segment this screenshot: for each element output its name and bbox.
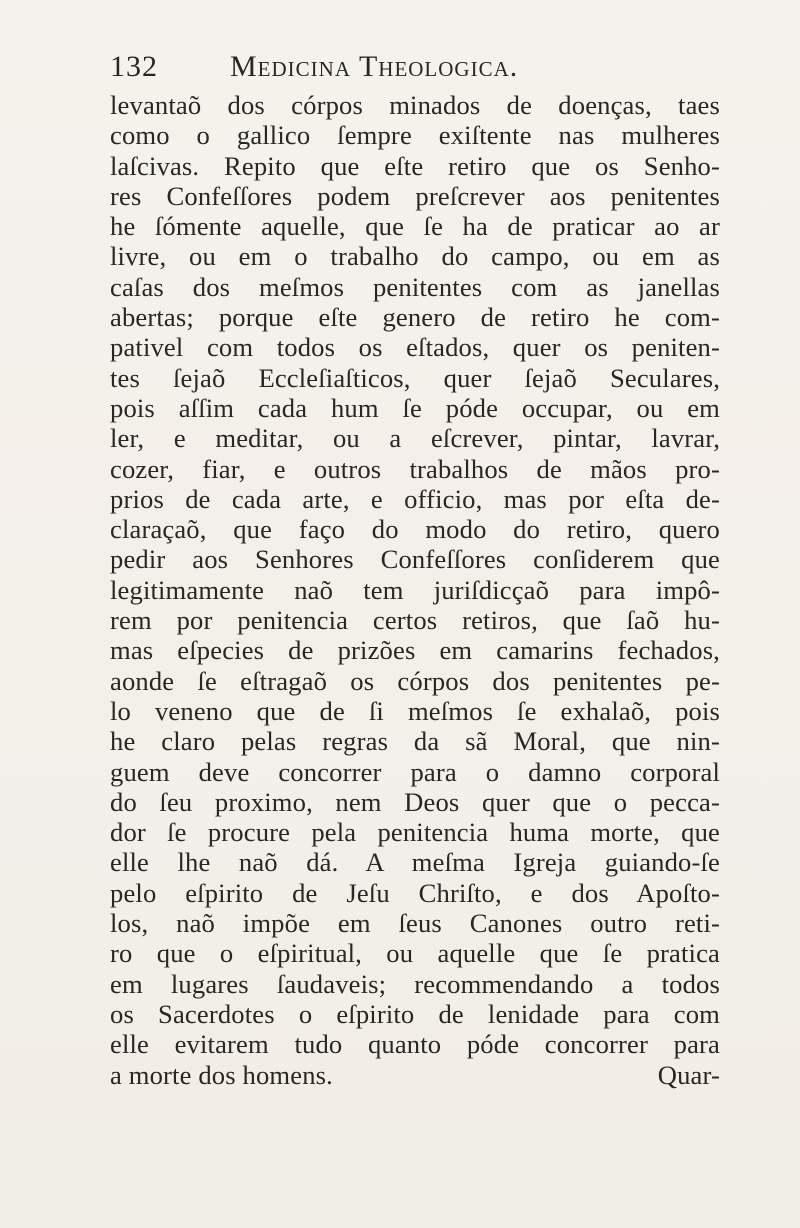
text-line: legitimamente naõ tem juriſdicçaõ para impô-: [110, 574, 720, 605]
text-line: he claro pelas regras da sã Moral, que nin-: [110, 726, 720, 757]
text-line: claraçaõ, que faço do modo do retiro, quero: [110, 514, 720, 545]
text-line: levantaõ dos córpos minados de doenças, taes: [110, 90, 720, 120]
text-line: os Sacerdotes o eſpirito de lenidade para com: [110, 998, 720, 1029]
text-line: elle lhe naõ dá. A meſma Igreja guiando-ſe: [110, 847, 720, 878]
text-line: pois aſſim cada hum ſe póde occupar, ou em: [110, 392, 720, 423]
last-text-line: [110, 1060, 720, 1090]
page-number: 132: [110, 50, 158, 83]
text-line: pedir aos Senhores Confeſſores conſiderem que: [110, 544, 720, 575]
text-line: los, naõ impõe em ſeus Canones outro reti-: [110, 908, 720, 939]
running-title: Medicina Theologica.: [230, 50, 519, 83]
last-line-text: a morte dos homens.: [110, 1059, 333, 1090]
text-line: em lugares ſaudaveis; recommendando a todos: [110, 968, 720, 999]
text-line: como o gallico ſempre exiſtente nas mulheres: [110, 120, 720, 151]
catchword: Quar-: [657, 1059, 720, 1090]
text-line: livre, ou em o trabalho do campo, ou em as: [110, 241, 720, 272]
text-line: cozer, fiar, e outros trabalhos de mãos pro-: [110, 453, 720, 484]
text-line: ro que o eſpiritual, ou aquelle que ſe pratica: [110, 938, 720, 969]
text-line: mas eſpecies de prizões em camarins fechados,: [110, 635, 720, 666]
text-line: laſcivas. Repito que eſte retiro que os Senho-: [110, 150, 720, 181]
text-line: dor ſe procure pela penitencia huma morte, que: [110, 817, 720, 848]
page-header: [110, 48, 710, 88]
text-line: guem deve concorrer para o damno corporal: [110, 756, 720, 787]
text-line: abertas; porque eſte genero de retiro he com-: [110, 302, 720, 333]
text-line: res Confeſſores podem preſcrever aos penitentes: [110, 180, 720, 211]
text-line: aonde ſe eſtragaõ os córpos dos penitentes pe-: [110, 665, 720, 696]
text-line: pelo eſpirito de Jeſu Chriſto, e dos Apoſto-: [110, 877, 720, 908]
text-line: he ſómente aquelle, que ſe ha de praticar ao ar: [110, 211, 720, 242]
body-text: [110, 90, 720, 1090]
text-line: do ſeu proximo, nem Deos quer que o pecca-: [110, 786, 720, 817]
text-line: elle evitarem tudo quanto póde concorrer para: [110, 1029, 720, 1060]
text-line: lo veneno que de ſi meſmos ſe exhalaõ, pois: [110, 695, 720, 726]
text-line: rem por penitencia certos retiros, que ſaõ hu-: [110, 605, 720, 636]
text-line: tes ſejaõ Eccleſiaſticos, quer ſejaõ Seculares,: [110, 362, 720, 393]
text-line: prios de cada arte, e officio, mas por eſta de-: [110, 483, 720, 514]
text-line: caſas dos meſmos penitentes com as janellas: [110, 271, 720, 302]
text-line: pativel com todos os eſtados, quer os peniten-: [110, 332, 720, 363]
text-line: ler, e meditar, ou a eſcrever, pintar, lavrar,: [110, 423, 720, 454]
